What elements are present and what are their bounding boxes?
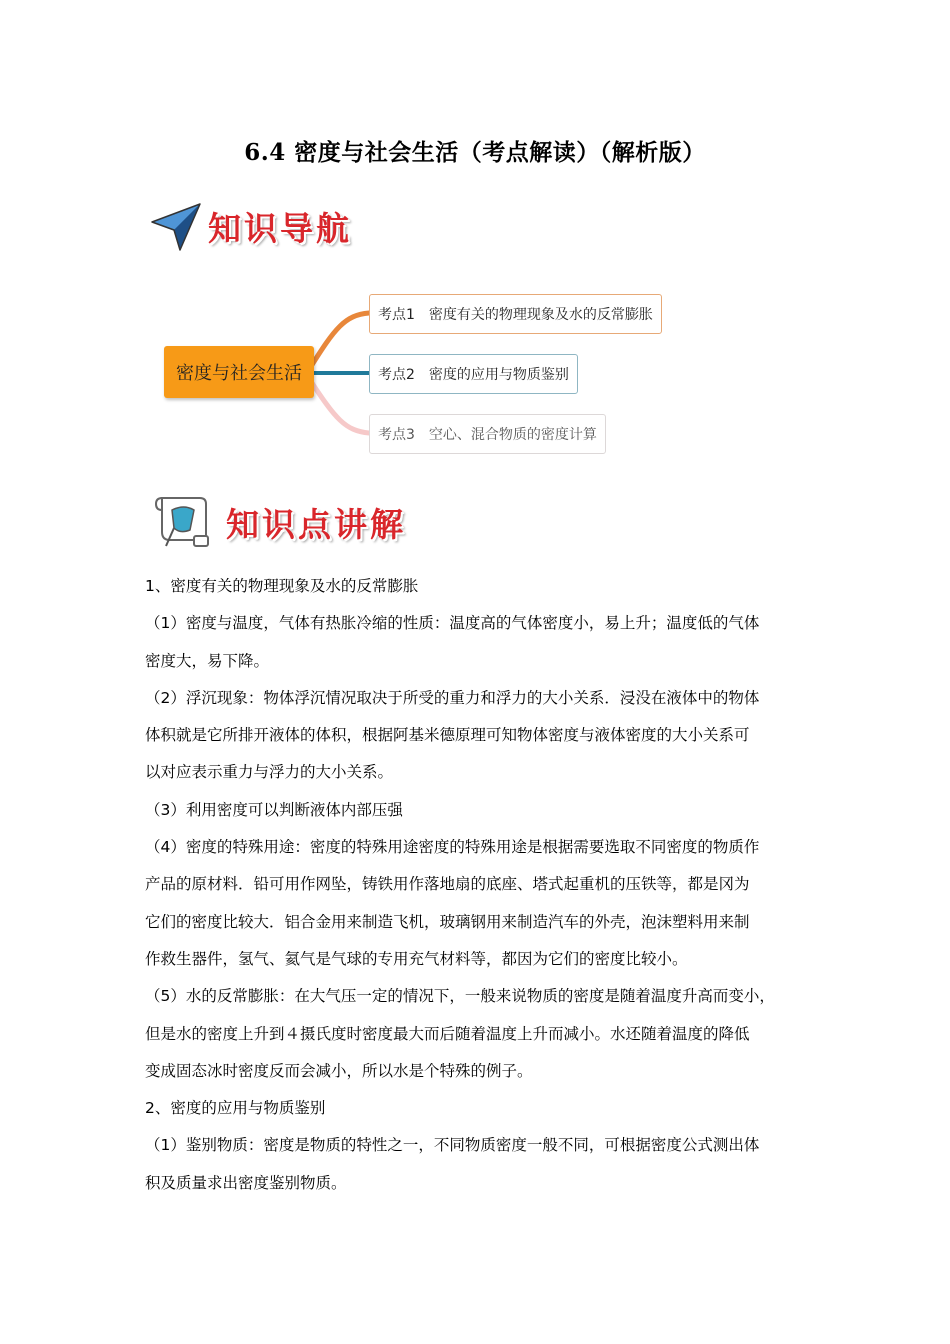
paragraph-line: 它们的密度比较大．铝合金用来制造飞机，玻璃钢用来制造汽车的外壳，泡沫塑料用来制 xyxy=(145,912,750,931)
knowledge-navigation-banner xyxy=(150,200,352,252)
paper-plane-icon xyxy=(150,200,202,252)
content-body xyxy=(145,568,825,1202)
paragraph-line: 以对应表示重力与浮力的大小关系。 xyxy=(145,763,394,782)
paragraph-line: 密度大，易下降。 xyxy=(145,651,270,670)
scroll-quill-icon xyxy=(150,490,216,554)
section-heading: 2、密度的应用与物质鉴别 xyxy=(145,1099,326,1118)
branch-tag: 考点2 xyxy=(378,367,415,383)
paragraph-line: （1）密度与温度，气体有热胀冷缩的性质：温度高的气体密度小，易上升；温度低的气体 xyxy=(145,614,760,633)
paragraph-line: 产品的原材料．铅可用作网坠，铸铁用作落地扇的底座、塔式起重机的压铁等，都是冈为 xyxy=(145,875,750,894)
branch-text: 空心、混合物质的密度计算 xyxy=(428,427,597,443)
paragraph-line: （3）利用密度可以判断液体内部压强 xyxy=(145,800,403,819)
paragraph-line: （5）水的反常膨胀：在大气压一定的情况下，一般来说物质的密度是随着温度升高而变小， xyxy=(145,987,775,1006)
branch-text: 密度的应用与物质鉴别 xyxy=(428,367,569,383)
mind-map-branch-3 xyxy=(369,414,606,454)
branch-tag: 考点1 xyxy=(378,307,415,323)
paragraph-line: （4）密度的特殊用途：密度的特殊用途密度的特殊用途是根据需要选取不同密度的物质作 xyxy=(145,838,760,857)
paragraph-line: 变成固态冰时密度反而会减小，所以水是个特殊的例子。 xyxy=(145,1061,533,1080)
mind-map-branch-1 xyxy=(369,294,662,334)
branch-tag: 考点3 xyxy=(378,427,415,443)
mind-map-branch-2 xyxy=(369,354,578,394)
explain-banner-text: 知识点讲解 xyxy=(226,504,406,544)
paragraph-line: 体积就是它所排开液体的体积，根据阿基米德原理可知物体密度与液体密度的大小关系可 xyxy=(145,726,750,745)
knowledge-explanation-banner xyxy=(150,490,406,554)
nav-banner-text: 知识导航 xyxy=(208,208,352,248)
section-heading: 1、密度有关的物理现象及水的反常膨胀 xyxy=(145,577,419,595)
document-title: 6.4 密度与社会生活（考点解读）（解析版） xyxy=(244,139,706,166)
paragraph-line: 作救生器件，氢气、氦气是气球的专用充气材料等，都因为它们的密度比较小。 xyxy=(145,949,688,968)
mind-map-root: 密度与社会生活 xyxy=(164,346,314,398)
branch-text: 密度有关的物理现象及水的反常膨胀 xyxy=(428,307,653,323)
paragraph-line: 但是水的密度上升到４摄氏度时密度最大而后随着温度上升而减小。水还随着温度的降低 xyxy=(145,1024,750,1043)
paragraph-line: （1）鉴别物质：密度是物质的特性之一，不同物质密度一般不同，可根据密度公式测出体 xyxy=(145,1136,760,1155)
paragraph-line: （2）浮沉现象：物体浮沉情况取决于所受的重力和浮力的大小关系．浸没在液体中的物体 xyxy=(145,688,760,707)
mind-map xyxy=(160,288,700,458)
paragraph-line: 积及质量求出密度鉴别物质。 xyxy=(145,1173,347,1192)
